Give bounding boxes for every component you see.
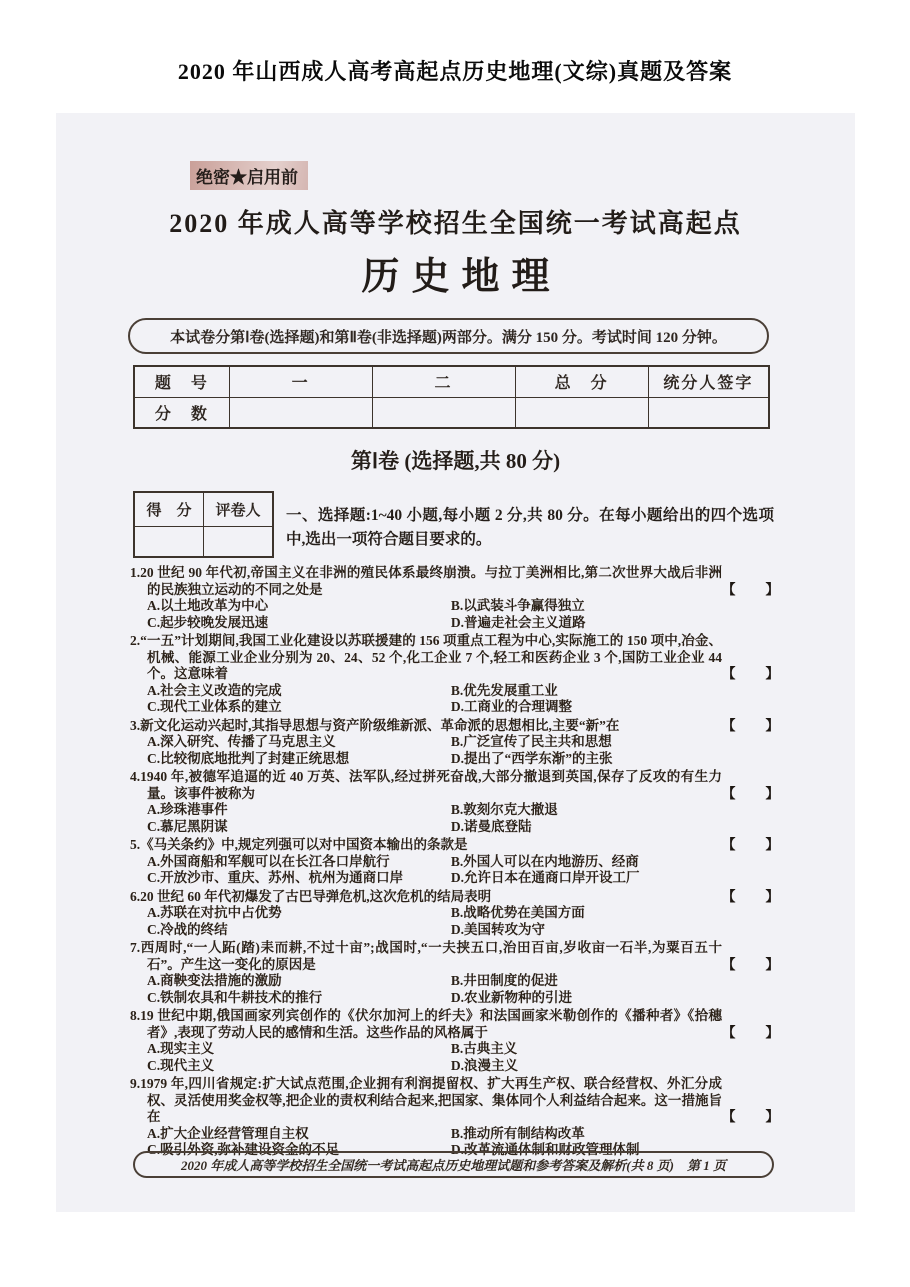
question-option: A.商鞅变法措施的激励 (147, 973, 282, 988)
question-stem: 3.新文化运动兴起时,其指导思想与资产阶级维新派、革命派的思想相比,主要“新”在 【 】 (130, 717, 780, 733)
question-option: B.外国人可以在内地游历、经商 (450, 853, 639, 869)
question-option: C.吸引外资,弥补建设资金的不足 (147, 1142, 339, 1157)
grader-cell-empty (204, 526, 274, 557)
question-option: D.美国转攻为守 (450, 921, 545, 937)
question-option: B.广泛宣传了民主共和思想 (450, 734, 612, 749)
score-row-label: 分 数 (134, 397, 229, 428)
exam-title-line2: 历史地理 (361, 256, 562, 298)
score-table-header-cell: 题 号 (134, 366, 229, 397)
table-row (134, 492, 273, 526)
answer-bracket: 【 】 (722, 666, 780, 681)
score-summary-table (133, 365, 770, 429)
question-stem: 8.19 世纪中期,俄国画家列宾创作的《伏尔加河上的纤夫》和法国画家米勒创作的《播种者》《拾穗者》,表现了劳动人民的感情和生活。这些作品的风格属于 【 】 (130, 1008, 780, 1040)
question-options (130, 598, 780, 631)
question-option: C.开放沙市、重庆、苏州、杭州为通商口岸 (147, 870, 404, 885)
question-stem: 7.西周时,“一人跖(踏)耒而耕,不过十亩”;战国时,“一夫挟五口,治田百亩,岁收亩一石半,为粟百五十石”。产生这一变化的原因是 【 】 (130, 940, 780, 972)
score-table-header-cell: 一 (229, 366, 372, 397)
question-option: D.农业新物种的引进 (450, 989, 572, 1005)
answer-bracket: 【 】 (722, 1109, 780, 1124)
answer-bracket: 【 】 (722, 888, 780, 904)
question-option: D.工商业的合理调整 (450, 699, 572, 714)
answer-bracket: 【 】 (722, 581, 780, 597)
question-option: C.冷战的终结 (147, 921, 228, 937)
exam-title-line1: 2020 年成人高等学校招生全国统一考试高起点 (169, 209, 742, 238)
question-option: A.深入研究、传播了马克思主义 (147, 734, 336, 749)
question (130, 940, 780, 1006)
question-stem: 9.1979 年,四川省规定:扩大试点范围,企业拥有利润提留权、扩大再生产权、联合经营权、外汇分成权、灵活使用奖金权等,把企业的责权利结合起来,把国家、集体同个人利益结合起来。这一措施旨在 【 】 (130, 1076, 780, 1124)
questions (130, 565, 780, 1161)
confidential-stamp: 绝密★启用前 (190, 161, 308, 190)
score-table-header-cell: 二 (372, 366, 515, 397)
question (130, 633, 780, 716)
question-options (130, 1041, 780, 1074)
question-option: D.提出了“西学东渐”的主张 (450, 750, 613, 766)
question-option: B.敦刻尔克大撤退 (450, 802, 558, 817)
grader-score-box (133, 491, 274, 558)
question-stem: 1.20 世纪 90 年代初,帝国主义在非洲的殖民体系最终崩溃。与拉丁美洲相比,第二次世界大战后非洲的民族独立运动的不同之处是 【 】 (130, 565, 780, 597)
question-option: B.战略优势在美国方面 (450, 905, 585, 920)
question-option: D.允许日本在通商口岸开设工厂 (450, 870, 640, 885)
question-option: C.铁制农具和牛耕技术的推行 (147, 989, 323, 1005)
question-stem: 6.20 世纪 60 年代初爆发了古巴导弹危机,这次危机的结局表明 【 】 (130, 888, 780, 904)
table-row (134, 397, 769, 428)
answer-bracket: 【 】 (722, 837, 780, 852)
question-option: C.现代工业体系的建立 (147, 699, 282, 714)
question-option: B.推动所有制结构改革 (450, 1125, 585, 1141)
score-label: 得 分 (134, 492, 204, 526)
question (130, 1008, 780, 1074)
answer-bracket: 【 】 (722, 956, 780, 972)
question-option: A.社会主义改造的完成 (147, 682, 282, 698)
question-option: D.普遍走社会主义道路 (450, 614, 586, 630)
question-options (130, 683, 780, 716)
question-option: A.苏联在对抗中占优势 (147, 905, 282, 920)
question-option: A.外国商船和军舰可以在长江各口岸航行 (147, 853, 390, 869)
question-options (130, 854, 780, 887)
question (130, 837, 780, 887)
exam-notice-box: 本试卷分第Ⅰ卷(选择题)和第Ⅱ卷(非选择题)两部分。满分 150 分。考试时间 120 分钟。 (128, 318, 769, 354)
score-cell-empty (134, 526, 204, 557)
question-option: D.诺曼底登陆 (450, 818, 532, 834)
score-cell-empty (648, 397, 769, 428)
question-options (130, 734, 780, 767)
section-1-title: 第Ⅰ卷 (选择题,共 80 分) (350, 449, 561, 473)
question-stem: 5.《马关条约》中,规定列强可以对中国资本输出的条款是 【 】 (130, 837, 780, 852)
question-stem: 2.“一五”计划期间,我国工业化建设以苏联援建的 156 项重点工程为中心,实际施工的 150 项中,冶金、机械、能源工业企业分别为 20、24、52 个,化工企业 7 个,轻工和医药企业 3 个,国防工业企业 44 个。这意味着 【 】 (130, 633, 780, 681)
question-option: A.现实主义 (147, 1041, 215, 1056)
question-option: B.井田制度的促进 (450, 973, 558, 988)
question-option: C.现代主义 (147, 1057, 215, 1073)
grader-label: 评卷人 (204, 492, 274, 526)
answer-bracket: 【 】 (722, 1024, 780, 1040)
question-option: D.浪漫主义 (450, 1057, 518, 1073)
table-row (134, 366, 769, 397)
question-option: A.扩大企业经营管理自主权 (147, 1125, 309, 1141)
question-option: A.珍珠港事件 (147, 802, 228, 817)
question-option: C.起步较晚发展迅速 (147, 614, 269, 630)
question (130, 718, 780, 768)
score-cell-empty (372, 397, 515, 428)
question (130, 1076, 780, 1159)
question-option: B.以武装斗争赢得独立 (450, 598, 585, 613)
table-row (134, 526, 273, 557)
score-table-header-cell: 统分人签字 (648, 366, 769, 397)
question-option: A.以土地改革为中心 (147, 598, 269, 613)
score-cell-empty (229, 397, 372, 428)
question-options (130, 905, 780, 938)
page-title: 2020 年山西成人高考高起点历史地理(文综)真题及答案 (177, 59, 733, 84)
question-stem: 4.1940 年,被德军追逼的近 40 万英、法军队,经过拼死奋战,大部分撤退到英国,保存了反攻的有生力量。该事件被称为 【 】 (130, 769, 780, 801)
score-table-header-cell: 总 分 (515, 366, 648, 397)
page-footer: 2020 年成人高等学校招生全国统一考试高起点历史地理试题和参考答案及解析(共 8 页) 第 1 页 (133, 1151, 774, 1178)
answer-bracket: 【 】 (722, 717, 780, 733)
question (130, 889, 780, 939)
question-options (130, 973, 780, 1006)
scanned-exam-page (56, 113, 855, 1212)
question (130, 565, 780, 631)
question (130, 769, 780, 835)
question-options (130, 802, 780, 835)
question-option: B.古典主义 (450, 1041, 518, 1056)
multiple-choice-instruction: 一、选择题:1~40 小题,每小题 2 分,共 80 分。在每小题给出的四个选项中,选出一项符合题目要求的。 (286, 507, 774, 548)
question-option: C.比较彻底地批判了封建正统思想 (147, 750, 350, 766)
question-option: B.优先发展重工业 (450, 682, 558, 698)
question-option: D.改革流通体制和财政管理体制 (450, 1142, 640, 1157)
score-cell-empty (515, 397, 648, 428)
answer-bracket: 【 】 (722, 785, 780, 801)
question-option: C.慕尼黑阴谋 (147, 818, 228, 834)
